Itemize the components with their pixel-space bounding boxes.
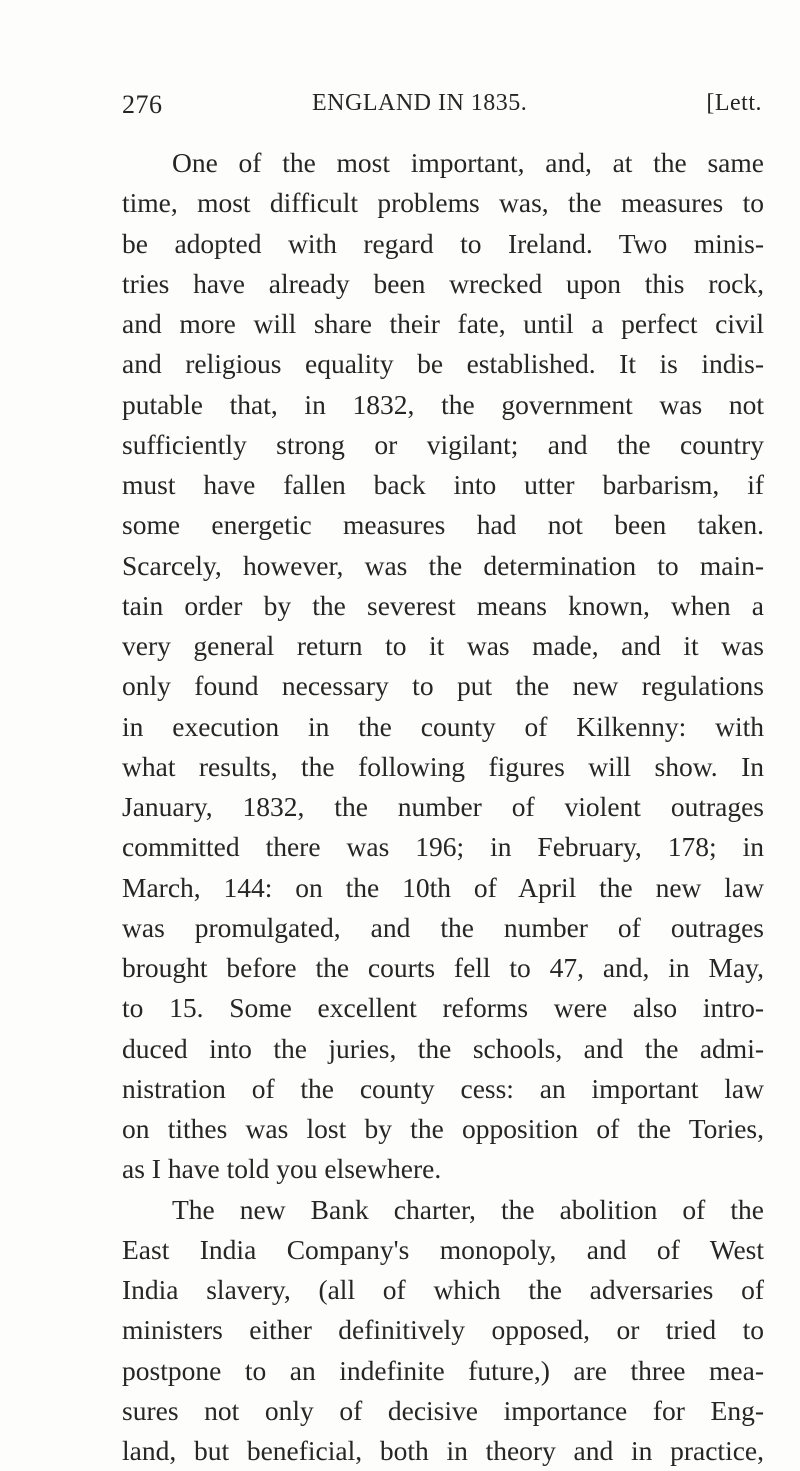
text-line: only found necessary to put the new regulations <box>122 670 764 702</box>
text-line: be adopted with regard to Ireland. Two minis- <box>122 227 764 259</box>
text-line: tain order by the severest means known, when a <box>122 589 764 621</box>
text-line: March, 144: on the 10th of April the new law <box>122 871 764 903</box>
text-line: brought before the courts fell to 47, and, in May, <box>122 952 764 983</box>
text-line: sures not only of decisive importance for Eng- <box>122 1394 764 1426</box>
text-line: nistration of the county cess: an important law <box>122 1072 764 1104</box>
text-line: was promulgated, and the number of outrages <box>122 911 764 943</box>
text-line: ministers either definitively opposed, or tried to <box>122 1314 764 1346</box>
text-line: and religious equality be established. It is indis- <box>122 348 764 380</box>
text-line: some energetic measures had not been taken. <box>122 509 764 541</box>
page-number: 276 <box>122 90 163 119</box>
text-line: time, most difficult problems was, the measures to <box>122 187 764 219</box>
text-line: land, but beneficial, both in theory and in practice, <box>122 1435 764 1466</box>
text-line: January, 1832, the number of violent outrages <box>122 791 764 822</box>
text-line: duced into the juries, the schools, and the admi- <box>122 1032 764 1064</box>
text-line: as I have told you elsewhere. <box>122 1153 442 1185</box>
text-line: The new Bank charter, the abolition of the <box>172 1193 764 1225</box>
text-line: India slavery, (all of which the adversaries of <box>122 1274 764 1305</box>
text-line: putable that, in 1832, the government was not <box>122 388 764 420</box>
section-marker: [Lett. <box>706 90 762 116</box>
text-line: very general return to it was made, and it was <box>122 630 764 661</box>
body-text <box>122 143 764 1471</box>
text-line: committed there was 196; in February, 178; in <box>122 831 764 863</box>
text-line: on tithes was lost by the opposition of the Tories, <box>122 1113 764 1144</box>
text-line: and more will share their fate, until a perfect civil <box>122 308 764 339</box>
running-title: ENGLAND IN 1835. <box>312 90 528 116</box>
text-line: what results, the following figures will show. In <box>122 750 764 782</box>
text-line: sufficiently strong or vigilant; and the country <box>122 428 764 460</box>
text-line: tries have already been wrecked upon this rock, <box>122 267 764 299</box>
text-line: One of the most important, and, at the same <box>172 147 764 178</box>
page-header <box>120 90 764 130</box>
text-line: to 15. Some excellent reforms were also intro- <box>122 992 764 1024</box>
text-line: in execution in the county of Kilkenny: with <box>122 710 764 742</box>
text-line: East India Company's monopoly, and of West <box>122 1233 764 1265</box>
text-line: postpone to an indefinite future,) are three mea- <box>122 1354 764 1386</box>
text-line: Scarcely, however, was the determination to main- <box>122 549 764 581</box>
text-line: must have fallen back into utter barbarism, if <box>122 469 764 500</box>
